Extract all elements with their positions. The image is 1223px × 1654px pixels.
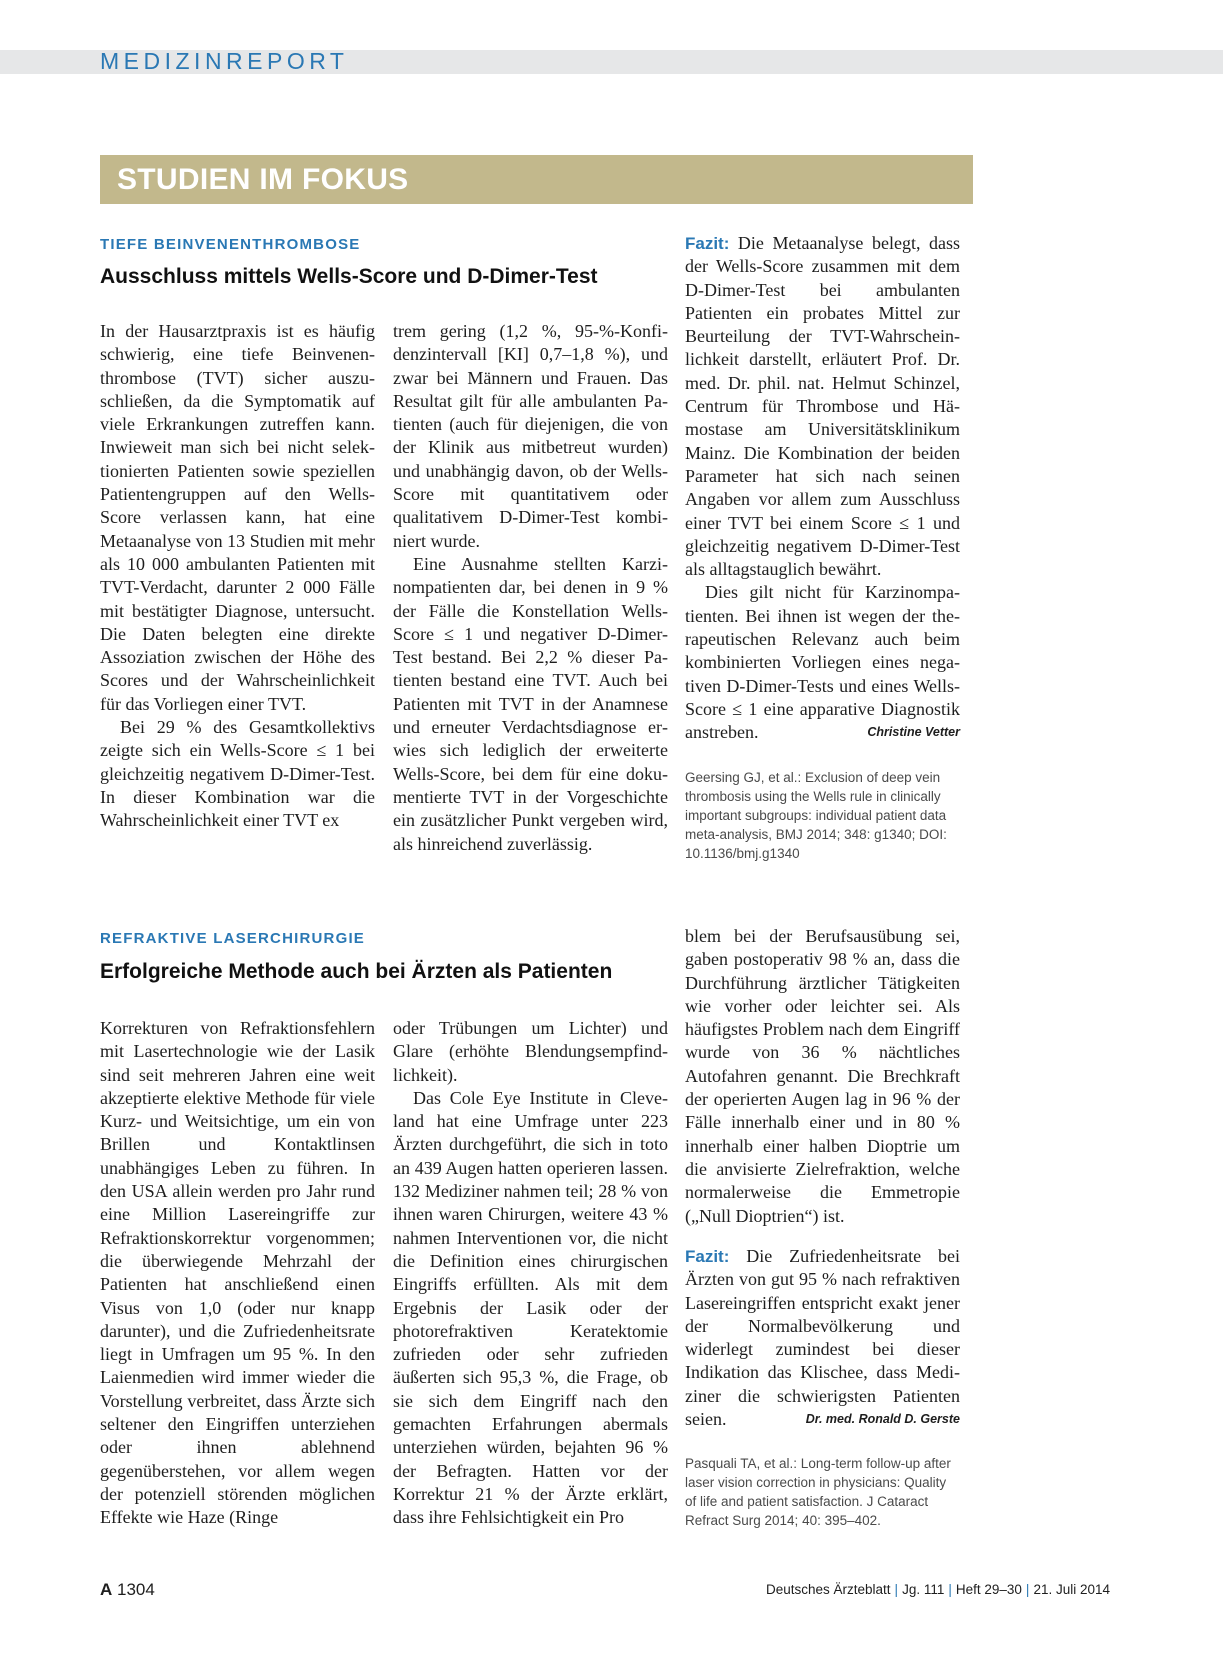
article2-fazit <box>685 1245 960 1431</box>
article1-column-1 <box>100 320 375 833</box>
page-number-value: 1304 <box>117 1580 155 1599</box>
author: Dr. med. Ronald D. Gerste <box>805 1412 960 1427</box>
section-banner <box>100 155 973 204</box>
journal-info <box>766 1582 1110 1597</box>
fazit-text: Die Zufriedenheitsrate bei Ärzten von gut 95 % nach refraktiven Lasereingriffen entspricht exakt jener der Normalbevölkerung und widerlegt zumindest bei dieser Indikation das Klischee, dass Mediziner die schwierigsten Patienten seien. <box>685 1246 960 1430</box>
fazit-label: Fazit: <box>685 234 730 253</box>
article2-kicker: REFRAKTIVE LASERCHIRURGIE <box>100 930 366 947</box>
journal-date: 21. Juli 2014 <box>1033 1582 1110 1597</box>
article1-column-2 <box>393 320 668 856</box>
article1-kicker: TIEFE BEINVENENTHROMBOSE <box>100 236 361 253</box>
author: Christine Vetter <box>867 725 960 740</box>
separator: | <box>948 1582 952 1597</box>
article2-column-2 <box>393 1017 668 1530</box>
paragraph: blem bei der Berufsausübung sei, gaben postoperativ 98 % an, dass die Durchführung ärztlicher Tätigkeiten wie vorher oder leichter sei. Als häufigstes Problem nach dem Eingriff wurde von 36 % nächtliches Autofahren genannt. Die Brechkraft der operierten Augen lag in 96 % der Fälle innerhalb einer und in 80 % innerhalb einer halben Dioptrie um die anvisierte Zielrefraktion, welche normalerweise die Emmetropie („Null Dioptrien“) ist. <box>685 926 960 1226</box>
separator: | <box>894 1582 899 1597</box>
article1-reference: Geersing GJ, et al.: Exclusion of deep vein thrombosis using the Wells rule in clinically important subgroups: individual patient data meta-analysis, BMJ 2014; 348: g1340; DOI: 10.1136/bmj.g1340 <box>685 770 947 861</box>
journal-volume: Jg. 111 <box>902 1582 945 1597</box>
paragraph: oder Trübungen um Lichter) und Glare (erhöhte Blendungsempfindlichkeit). <box>393 1018 668 1085</box>
fazit-paragraph <box>685 232 960 581</box>
section-label: MEDIZINREPORT <box>100 48 349 74</box>
fazit-paragraph <box>685 1245 960 1431</box>
article2-headline: Erfolgreiche Methode auch bei Ärzten als Patienten <box>100 960 613 983</box>
paragraph: In der Hausarztpraxis ist es häufig schwierig, eine tiefe Beinvenenthrombose (TVT) sicher auszuschließen, da die Symptomatik auf viele Erkrankungen zutreffen kann. Inwieweit man sich bei nicht selektionierten Patienten sowie speziellen Patientengruppen auf den Wells-Score verlassen kann, hat eine Metaanalyse von 13 Studien mit mehr als 10 000 ambulanten Patienten mit TVT-Verdacht, darunter 2 000 Fälle mit bestätigter Diagnose, untersucht. Die Daten belegten eine direkte Assoziation zwischen der Höhe des Scores und der Wahrscheinlichkeit für das Vorliegen einer TVT. <box>100 321 375 714</box>
paragraph: Das Cole Eye Institute in Cleveland hat eine Umfrage unter 223 Ärzten durchgeführt, die sich in toto an 439 Augen hatten operieren lassen. 132 Mediziner nahmen teil; 28 % von ihnen waren Chirurgen, weitere 43 % nahmen Interventionen vor, die nicht die Definition eines chirurgischen Eingriffs erfüllten. Als mit dem Ergebnis der Lasik oder der photorefraktiven Keratektomie zufrieden oder sehr zufrieden äußerten sich 95,3 %, die Frage, ob sie sich dem Eingriff nach den gemachten Erfahrungen abermals unterziehen würden, bejahten 96 % der Befragten. Hatten vor der Korrektur 21 % der Ärzte erklärt, dass ihre Fehlsichtigkeit ein Pro <box>393 1087 668 1528</box>
paragraph: Bei 29 % des Gesamtkollektivs zeigte sich ein Wells-Score ≤ 1 bei gleichzeitig negativem D-Dimer-Test. In dieser Kombination war die Wahrscheinlichkeit einer TVT ex <box>100 717 375 831</box>
paragraph: Eine Ausnahme stellten Karzinompatienten dar, bei denen in 9 % der Fälle die Konstellation Wells-Score ≤ 1 und negativer D-Dimer-Test bestand. Bei 2,2 % dieser Patienten bestand eine TVT. Auch bei Patienten mit TVT in der Anamnese und erneuter Verdachtsdiagnose erwies sich lediglich der erweiterte Wells-Score, bei dem für eine dokumentierte TVT in der Vorgeschichte ein zusätzlicher Punkt vergeben wird, als hinreichend zuverlässig. <box>393 553 668 854</box>
article1-headline: Ausschluss mittels Wells-Score und D-Dimer-Test <box>100 265 598 288</box>
page-number <box>100 1580 155 1600</box>
article2-reference: Pasquali TA, et al.: Long-term follow-up after laser vision correction in physicians: Quality of life and patient satisfaction. J Cataract Refract Surg 2014; 40: 395–402. <box>685 1456 951 1528</box>
paragraph: trem gering (1,2 %, 95-%-Konfidenzintervall [KI] 0,7–1,8 %), und zwar bei Männern und Frauen. Das Resultat gilt für alle ambulanten Patienten (auch für diejenigen, die von der Klinik aus mitbetreut wurden) und unabhängig davon, ob der Wells-Score mit quantitativem oder qualitativem D-Dimer-Test kombiniert wurde. <box>393 321 668 551</box>
journal-name: Deutsches Ärzteblatt <box>765 1582 891 1597</box>
separator: | <box>1025 1582 1030 1597</box>
paragraph <box>685 581 960 744</box>
article2-column-1 <box>100 1017 375 1530</box>
banner-title: STUDIEN IM FOKUS <box>117 163 409 196</box>
fazit-text: Die Metaanalyse belegt, dass der Wells-Score zusammen mit dem D-Dimer-Test bei ambulanten Patienten ein probates Mittel zur Beurteilung der TVT-Wahrscheinlichkeit darstellt, erläutert Prof. Dr. med. Dr. phil. nat. Helmut Schinzel, Centrum für Thrombose und Hämostase am Universitätsklinikum Mainz. Die Kombination der beiden Parameter hat sich nach seinen Angaben vor allem zum Ausschluss einer TVT bei einem Score ≤ 1 und gleichzeitig negativem D-Dimer-Test als alltagstauglich bewährt. <box>685 233 960 580</box>
article2-column-3 <box>685 925 960 1228</box>
journal-issue: Heft 29–30 <box>955 1582 1022 1597</box>
article1-column-3 <box>685 232 960 745</box>
page-prefix: A <box>100 1580 113 1599</box>
paragraph-text: Dies gilt nicht für Karzinompatienten. Bei ihnen ist wegen der therapeutischen Relevanz auch beim kombinierten Vorliegen eines negativen D-Dimer-Tests und eines Wells-Score ≤ 1 eine apparative Diagnostik anstreben. <box>685 582 960 743</box>
paragraph: Korrekturen von Refraktionsfehlern mit Lasertechnologie wie der Lasik sind seit mehreren Jahren eine weit akzeptierte elektive Methode für viele Kurz- und Weitsichtige, um ein von Brillen und Kontaktlinsen unabhängiges Leben zu führen. In den USA allein werden pro Jahr rund eine Million Lasereingriffe zur Refraktionskorrektur vorgenommen; die überwiegende Mehrzahl der Patienten hat anschließend einen Visus von 1,0 (oder nur knapp darunter), und die Zufriedenheitsrate liegt in Umfragen um 95 %. In den Laienmedien wird immer wieder die Vorstellung verbreitet, dass Ärzte sich seltener den Eingriffen unterziehen oder ihnen ablehnend gegenüberstehen, vor allem wegen der potenziell störenden möglichen Effekte wie Haze (Ringe <box>100 1018 375 1528</box>
fazit-label: Fazit: <box>685 1247 730 1266</box>
